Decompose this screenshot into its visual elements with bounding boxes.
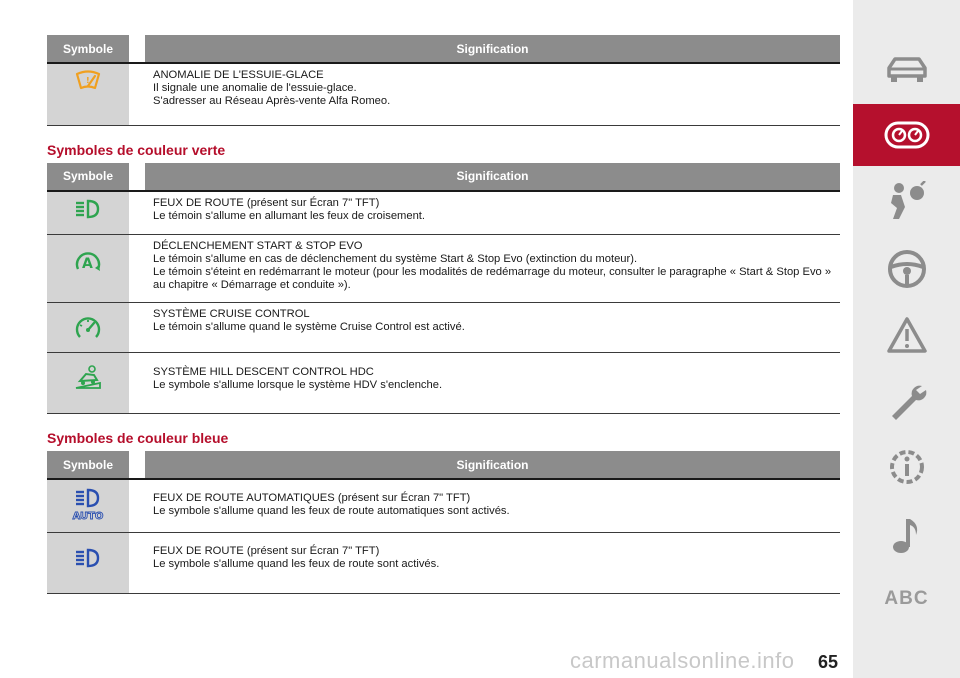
high-beam-icon [74,547,102,569]
table-row [47,303,840,353]
section-title-green: Symboles de couleur verte [47,141,226,158]
high-beam-icon [74,198,102,220]
wrench-icon [886,380,928,422]
abc-index-label: ABC [884,588,929,609]
row-line: S'adresser au Réseau Après-vente Alfa Romeo. [153,95,391,107]
table-row [47,479,840,532]
row-line: Le témoin s'allume quand le système Cruise Control est activé. [153,321,465,333]
auto-badge: AUTO [72,511,104,522]
nav-technical-data[interactable] [853,436,960,498]
nav-multimedia[interactable] [853,504,960,566]
page-content [47,35,840,594]
cruise-control-icon [74,315,102,341]
steering-wheel-icon [886,248,928,290]
airbag-passenger-icon [885,181,929,221]
table-row [47,235,840,303]
nav-car[interactable] [853,38,960,100]
nav-dashboard[interactable] [853,104,960,166]
header-symbol: Symbole [47,163,129,191]
row-title: SYSTÈME CRUISE CONTROL [153,308,310,320]
hill-descent-icon [73,363,103,391]
page-number: 65 [818,652,839,672]
table-row [47,191,840,235]
info-gear-icon [886,446,928,488]
table-row [47,532,840,593]
header-meaning: Signification [145,451,840,479]
row-title: FEUX DE ROUTE (présent sur Écran 7" TFT) [153,196,380,209]
row-line: Le symbole s'allume quand les feux de route automatiques sont activés. [153,505,510,517]
row-line: Le témoin s'éteint en redémarrant le moteur (pour les modalités de redémarrage du moteur, consulter le paragraphe « Start & Stop Evo » au chapitre « Démarrage et conduite »). [153,266,832,291]
header-meaning: Signification [145,35,840,63]
header-symbol: Symbole [47,35,129,63]
row-line: Le symbole s'allume lorsque le système HDV s'enclenche. [153,379,443,391]
table-row [47,63,840,125]
nav-safety[interactable] [853,170,960,232]
nav-index[interactable] [853,568,960,630]
header-meaning: Signification [145,163,840,191]
symbol-table-amber [47,35,840,126]
row-line: Le symbole s'allume quand les feux de route sont activés. [153,557,440,570]
row-title: ANOMALIE DE L'ESSUIE-GLACE [153,69,324,81]
watermark: carmanualsonline.info [570,648,795,673]
symbol-table-blue [47,451,840,594]
row-line: Le témoin s'allume en cas de déclenchement du système Start & Stop Evo (extinction du moteur). [153,253,638,265]
row-title: DÉCLENCHEMENT START & STOP EVO [153,240,363,252]
warning-triangle-icon [886,316,928,354]
music-note-icon [890,515,924,555]
nav-driving[interactable] [853,238,960,300]
chapter-sidebar [853,0,960,678]
row-title: FEUX DE ROUTE AUTOMATIQUES (présent sur Écran 7" TFT) [153,492,471,504]
table-row [47,353,840,414]
header-symbol: Symbole [47,451,129,479]
auto-high-beam-icon [70,488,106,522]
symbol-table-green [47,163,840,415]
nav-emergency[interactable] [853,304,960,366]
section-title-blue: Symboles de couleur bleue [47,430,229,446]
nav-maintenance[interactable] [853,370,960,432]
car-icon [885,54,929,84]
row-title: FEUX DE ROUTE (présent sur Écran 7" TFT) [153,544,380,557]
start-stop-icon [73,249,103,275]
row-line: Le témoin s'allume en allumant les feux de croisement. [153,209,426,222]
row-title: SYSTÈME HILL DESCENT CONTROL HDC [153,366,374,378]
dashboard-gauges-icon [884,120,930,150]
svg-text:A: A [82,256,93,272]
svg-text:!: ! [86,76,90,85]
row-line: Il signale une anomalie de l'essuie-glace. [153,82,357,94]
wiper-fault-icon [75,70,101,92]
